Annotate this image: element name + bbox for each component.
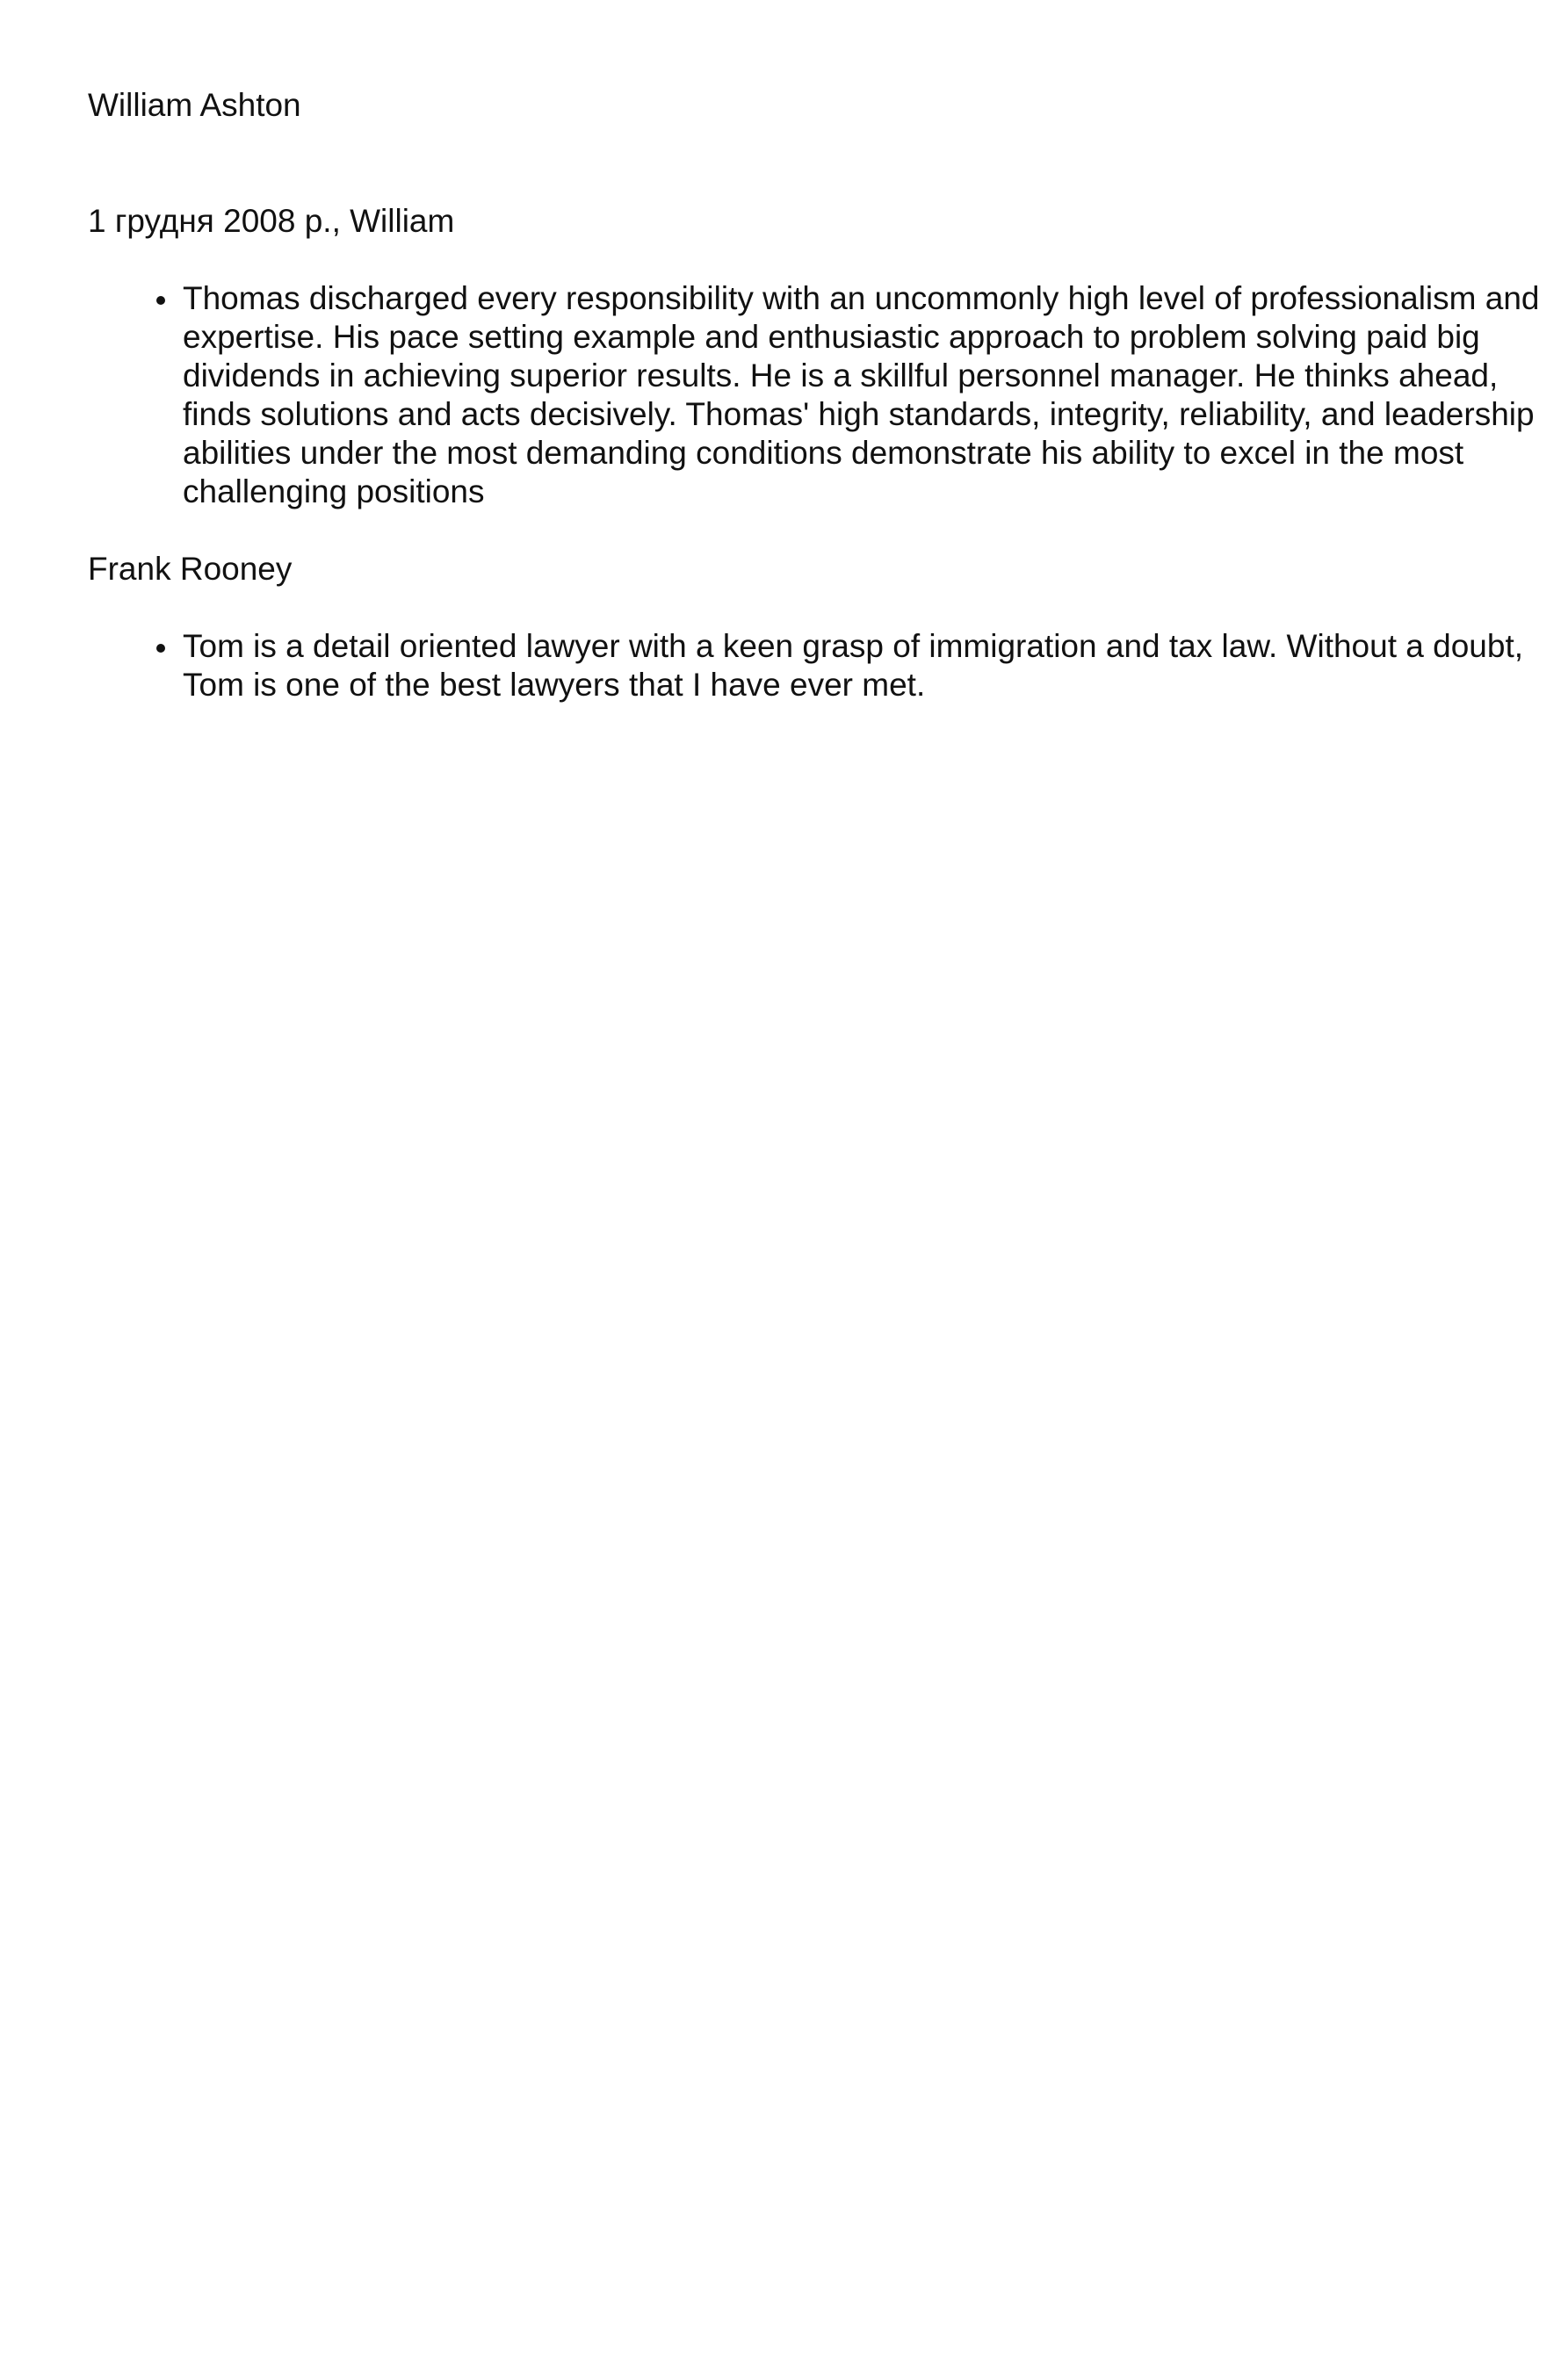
recommendation-text: Tom is a detail oriented lawyer with a keen grasp of immigration and tax law. Without a doubt, Tom is one of the best lawyers that I have ever met. [183, 628, 1523, 703]
recommendation-list [88, 627, 1523, 704]
recommendation-list [88, 279, 1540, 511]
recommendation-item [183, 279, 1568, 511]
bullet-icon [156, 296, 165, 305]
recommendation-heading: Frank Rooney [88, 551, 293, 587]
bullet-icon [156, 644, 165, 653]
recommendation-heading: 1 грудня 2008 р., William [88, 203, 455, 239]
author-name: William Ashton [88, 87, 301, 123]
recommendation-text: Thomas discharged every responsibility with an uncommonly high level of professionalism and expertise. His pace setting example and enthusiastic approach to problem solving paid big dividends in achieving superior results. He is a skillful personnel manager. He thinks ahead, finds solutions and acts decisively. Thomas' high standards, integrity, reliability, and leadership abilities under the most demanding conditions demonstrate his ability to excel in the most challenging positions [183, 280, 1540, 509]
recommendation-item [183, 627, 1568, 704]
